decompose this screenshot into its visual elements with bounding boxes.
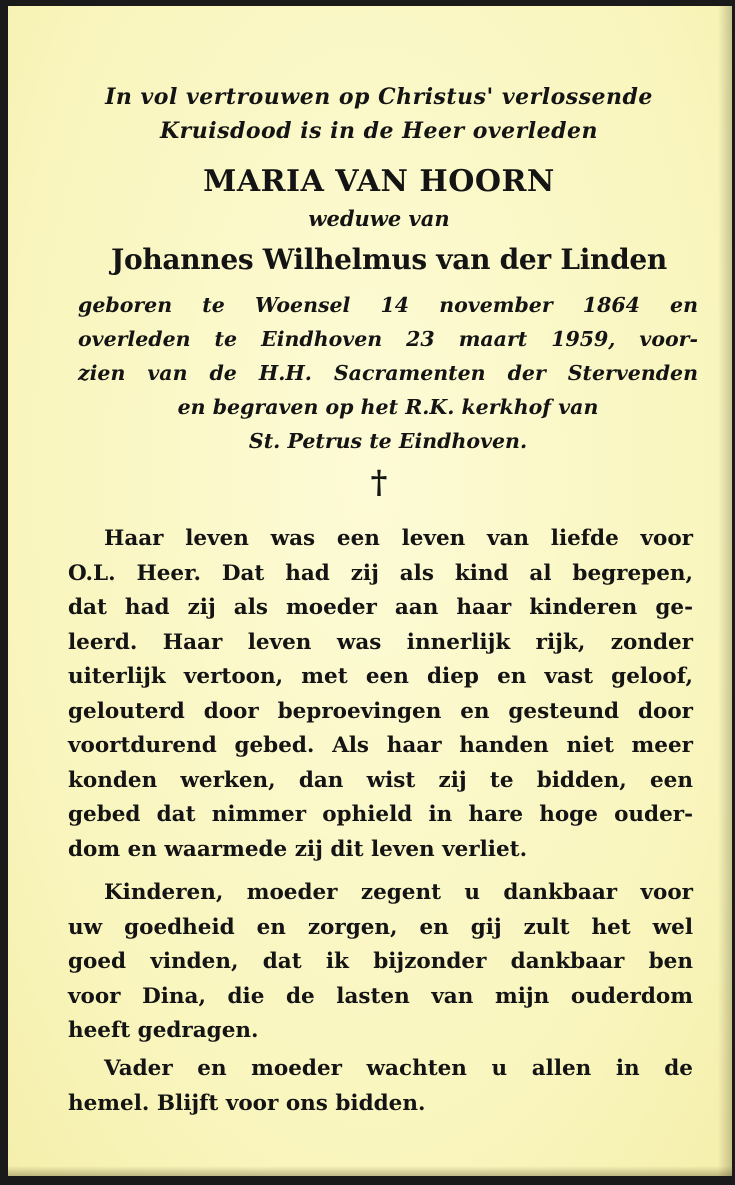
paragraph-3-line: hemel. Blijft voor ons bidden. — [68, 1090, 426, 1116]
paragraph-2 — [68, 876, 693, 1049]
paragraph-2-line: goed vinden, dat ik bijzonder dankbaar ben — [68, 949, 693, 974]
paragraph-1-line: Haar leven was een leven van liefde voor — [104, 526, 693, 551]
details-line-3: zien van de H.H. Sacramenten der Stervenden — [78, 361, 698, 385]
paragraph-1 — [68, 522, 693, 867]
paragraph-1-line: voortdurend gebed. Als haar handen niet meer — [68, 733, 693, 758]
paragraph-2-line: Kinderen, moeder zegent u dankbaar voor — [104, 880, 693, 905]
paragraph-1-line: leerd. Haar leven was innerlijk rijk, zonder — [68, 629, 693, 655]
life-details — [78, 288, 698, 458]
paragraph-3 — [68, 1052, 693, 1121]
paragraph-2-line: voor Dina, die de lasten van mijn ouderdom — [68, 983, 693, 1009]
paragraph-2-line: heeft gedragen. — [68, 1018, 259, 1043]
details-line-5: St. Petrus te Eindhoven. — [248, 429, 528, 453]
card-bottom-shadow — [8, 1166, 732, 1176]
details-line-4: en begraven op het R.K. kerkhof van — [177, 395, 599, 419]
widow-of-label: weduwe van — [308, 206, 450, 231]
intro-line-2: Kruisdood is in de Heer overleden — [160, 118, 598, 144]
paragraph-1-line: uiterlijk vertoon, met een diep en vast geloof, — [68, 664, 693, 689]
details-line-2: overleden te Eindhoven 23 maart 1959, voor- — [78, 327, 698, 351]
paragraph-1-line: O.L. Heer. Dat had zij als kind al begrepen, — [68, 560, 693, 586]
paragraph-1-line: konden werken, dan wist zij te bidden, een — [68, 767, 693, 793]
husband-name: Johannes Wilhelmus van der Linden — [111, 243, 667, 276]
cross-icon: † — [370, 463, 388, 501]
deceased-name: MARIA VAN HOORN — [203, 164, 555, 199]
card-edge-shadow — [718, 6, 732, 1176]
memorial-card — [8, 6, 732, 1176]
intro-line-1: In vol vertrouwen op Christus' verlossende — [105, 84, 653, 110]
details-line-1: geboren te Woensel 14 november 1864 en — [78, 293, 698, 317]
paragraph-3-line: Vader en moeder wachten u allen in de — [104, 1056, 693, 1081]
paragraph-1-line: dom en waarmede zij dit leven verliet. — [68, 836, 528, 862]
paragraph-1-line: gelouterd door beproevingen en gesteund door — [68, 698, 693, 724]
paragraph-1-line: dat had zij als moeder aan haar kinderen ge- — [68, 595, 693, 620]
intro-text — [68, 80, 690, 148]
paragraph-1-line: gebed dat nimmer ophield in hare hoge ouder- — [68, 802, 693, 827]
paragraph-2-line: uw goedheid en zorgen, en gij zult het wel — [68, 914, 693, 940]
